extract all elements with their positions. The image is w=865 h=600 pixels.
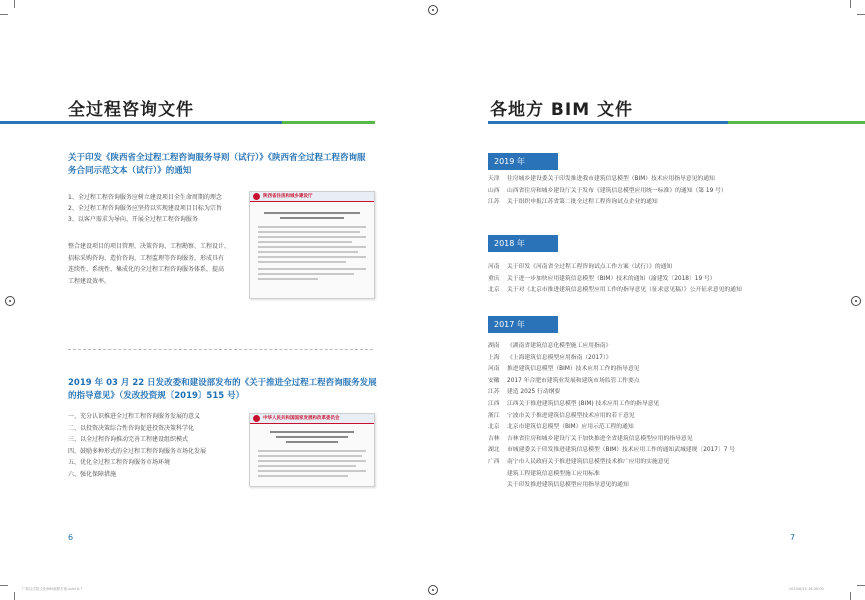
list-item: 北京 关于对《北京市推进建筑信息模型应用工作的指导意见（征求意见稿）》公开征求意见的通知 [488,287,742,294]
right-page [433,0,865,600]
document-thumbnail [249,191,375,299]
section-title: 全过程咨询文件 [68,100,194,120]
section-title: 各地方 BIM 文件 [490,100,634,120]
file-slug: 广联达学院文化BIM画册方案.indd 6-7 [22,587,83,591]
list-item: 江西 江西关于推进建筑信息模型 (BIM) 技术应用工作的指导意见 [488,400,660,407]
year-badge-2018: 2018 年 [488,235,558,252]
list-item: 二、以投资决策综合性咨询促进投资决策科学化 [68,424,195,432]
list-item: 广西 南宁市人民政府关于推进建筑信息模型技术推广应用的实施意见 [488,458,670,465]
list-item: 江苏 关于组织申报江苏省第二批全过程工程咨询试点企业的通知 [488,199,658,206]
article-title: 关于印发《陕西省全过程工程咨询服务导则（试行）》《陕西省全过程工程咨询服 务合同示范文本（试行）》的通知 [68,153,366,176]
list-item: 1、全过程工程咨询服务应树立建设项目全生命周期的理念 [68,194,222,201]
left-page [0,0,432,600]
list-item: 四、鼓励多种形式的全过程工程咨询服务市场化发展 [68,447,207,455]
list-item: 天津 住房城乡建设委关于印发推进我市建筑信息模型（BIM）技术应用指导意见的通知 [488,176,715,182]
doc-list-2019 [488,174,848,209]
list-item: 江苏 建造 2025 行动纲要 [488,389,561,396]
thumbnail-header: 陕西省住房和城乡建设厅 [250,192,374,202]
list-item: 一、充分认识推进全过程工程咨询服务发展的意义 [68,413,201,420]
page-number: 6 [68,533,74,542]
doc-list-2017 [488,341,848,492]
list-item: 上海 《上海建筑信息模型应用指南（2017）》 [488,354,612,361]
list-item: 3、以客户需求为导向、开展全过程工程咨询服务 [68,216,198,223]
list-item: 浙江 宁波市关于推进建筑信息模型技术应用的若干意见 [488,412,635,419]
year-badge-2017: 2017 年 [488,316,558,333]
print-timestamp: 2019/8/15 16:39:00 [789,587,824,591]
list-item: 河南 关于印发《河南省全过程工程咨询试点工作方案（试行）》的通知 [488,264,673,270]
section-divider [68,349,373,350]
title-rule [0,121,375,124]
article-points [68,192,222,225]
list-item: 重庆 关于进一步加快应用建筑信息模型（BIM）技术的通知（渝建发〔2018〕19 号） [488,275,716,282]
page-number: 7 [790,533,796,542]
list-item: 湖南 《湖南省建筑信息化模型施工应用指南》 [488,343,612,349]
title-rule [488,121,865,124]
thumbnail-header: 中华人民共和国国家发展和改革委员会 [250,414,374,424]
seal-icon [253,193,260,200]
list-item: 安徽 2017 年合肥市建筑业发展和建筑市场监管工作要点 [488,377,640,384]
article-points [68,411,206,480]
list-item: 河南 推进建筑信息模型（BIM）技术应用工作的指导意见 [488,366,640,373]
emblem-icon [253,415,260,422]
list-item: 六、强化保障措施 [68,470,117,478]
list-item: 建筑工程建筑信息模型施工应用标准 [507,470,600,477]
list-item: 关于印发推进建筑信息模型应用指导意见的通知 [507,482,629,489]
list-item: 2、全过程工程咨询服务应坚持以实现建设项目目标为宗旨 [68,205,222,212]
document-thumbnail [249,413,375,487]
list-item: 北京 北京市建筑信息模型（BIM）应用示范工程的通知 [488,424,634,431]
list-item: 山西 山西省住房和城乡建设厅关于发布《建筑信息模型应用统一标准》的通知（第 19 号） [488,187,727,194]
list-item: 湖北 市城建委关于印发推进建筑信息模型（BIM）技术应用工作的通知武城建规〔2017〕7 号 [488,447,736,454]
year-badge-2019: 2019 年 [488,153,558,170]
list-item: 五、优化全过程工程咨询服务市场环境 [68,459,171,466]
article-title: 2019 年 03 月 22 日发改委和建设部发布的《关于推进全过程工程咨询服务发展 的指导意见》（发改投资规〔2019〕515 号） [68,378,377,401]
doc-list-2018 [488,262,848,297]
list-item: 吉林 吉林省住房和城乡建设厅关于加快推进全省建筑信息模型应用的指导意见 [488,435,693,442]
article-paragraph: 整合建设项目的项目管理、决策咨询、工程勘察、工程设计、 招标采购咨询、造价咨询、工程监理等咨询服务，形成具有 连续性、系统性、集成化的全过程工程咨询服务体系，提高 工程建设效率。 [68,243,231,285]
list-item: 三、以全过程咨询推动完善工程建设组织模式 [68,436,189,443]
